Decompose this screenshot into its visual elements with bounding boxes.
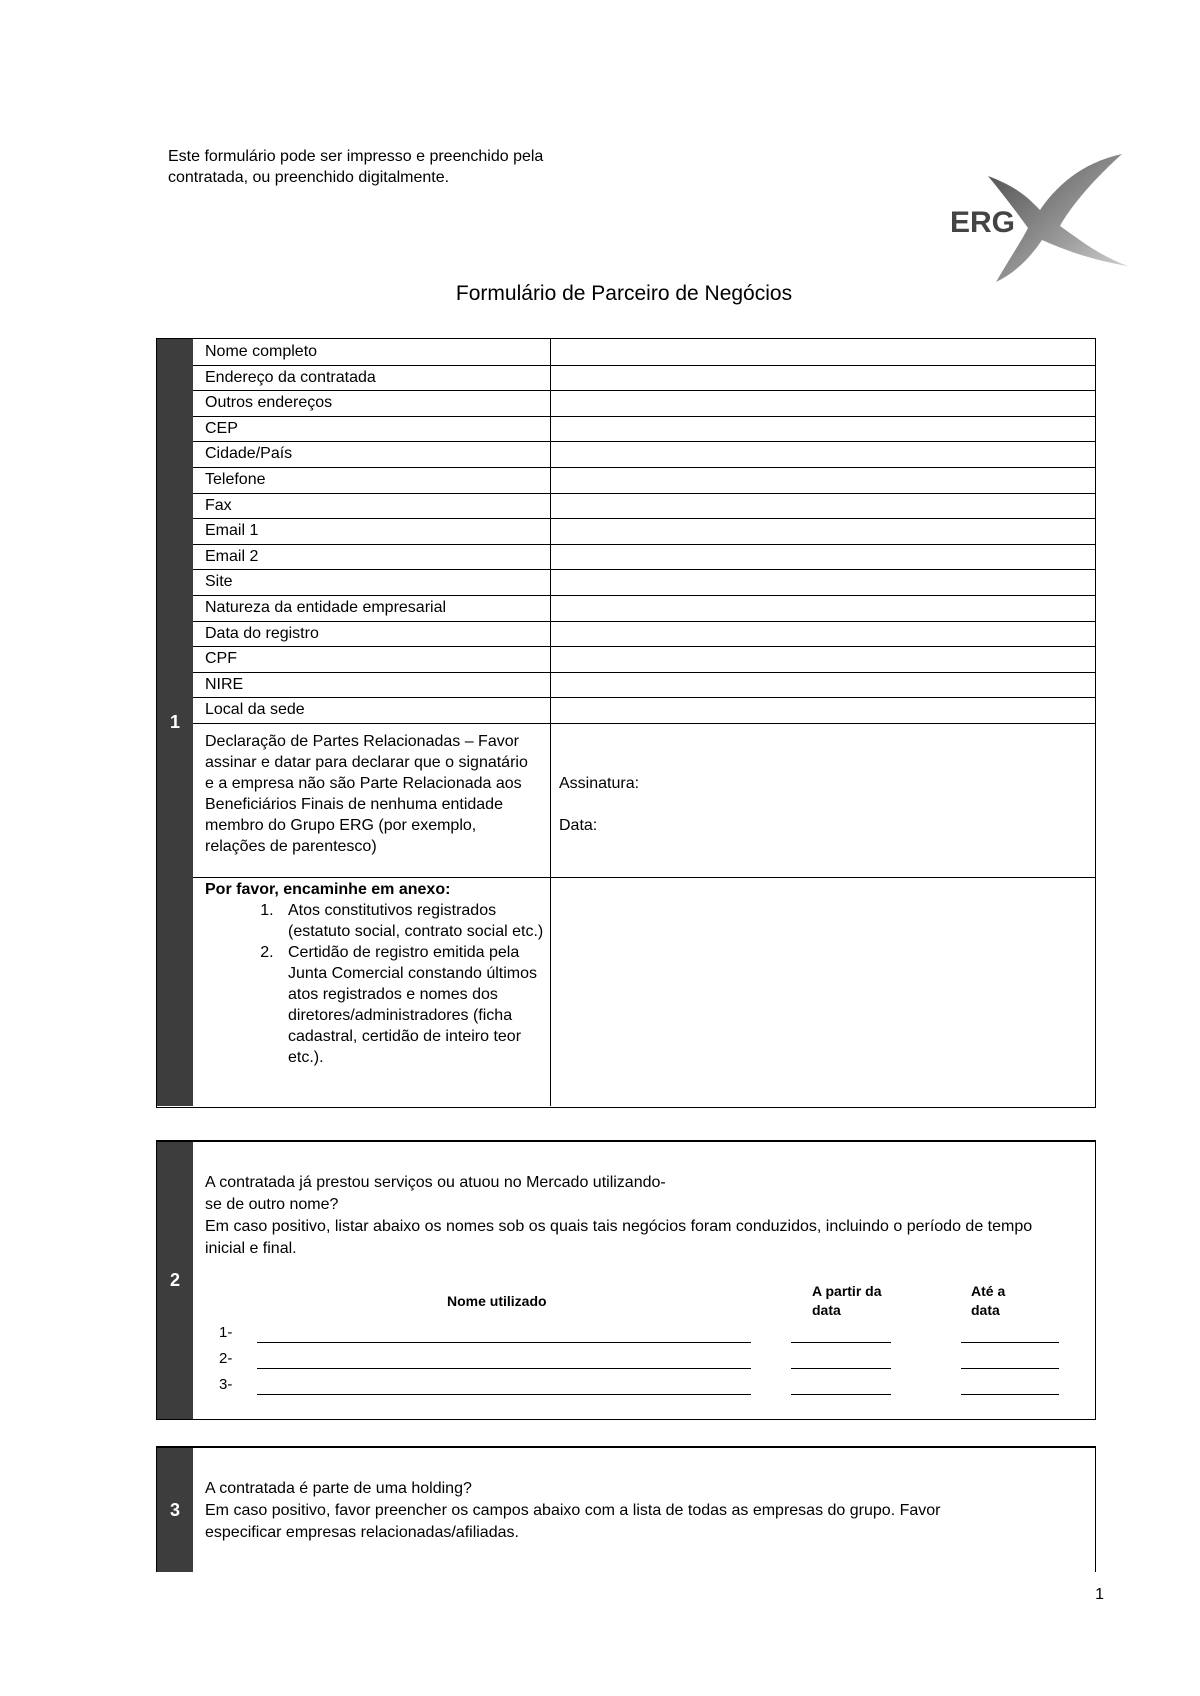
field-label: Site [205,573,233,591]
intro-note [168,146,628,188]
attachment-item: 2. Certidão de registro emitida pela Junta Comercial constando últimos atos registrados e nomes dos diretores/administradores (ficha cadastral, certidão de inteiro teor etc.). [278,942,545,1068]
intro-line-2: contratada, ou preenchido digitalmente. [168,169,450,186]
field-value-cell[interactable] [551,672,1095,698]
erg-logo [930,148,1130,288]
field-value-cell[interactable] [551,646,1095,672]
to-date-line-3[interactable] [961,1394,1059,1395]
field-label: Endereço da contratada [205,368,376,386]
section-1-table [156,338,1096,1108]
field-value-cell[interactable] [551,416,1095,442]
section-3-question [205,1478,965,1544]
field-label: Email 1 [205,522,259,540]
name-line-3[interactable] [257,1394,751,1395]
field-label: Local da sede [205,701,305,719]
col-header-from: A partir da data [812,1283,882,1318]
section-3-instruction: Em caso positivo, favor preencher os campos abaixo com a lista de todas as empresas do grupo. Favor especificar empresas relacionadas/afiliadas. [205,1502,941,1541]
field-value-cell[interactable] [551,441,1095,467]
to-date-line-2[interactable] [961,1368,1059,1369]
field-label: Data do registro [205,624,319,642]
question-line-1: A contratada já prestou serviços ou atuou no Mercado utilizando- [205,1174,666,1191]
section-3-box [156,1446,1096,1572]
attachments-list [205,879,545,1068]
row-number: 1- [219,1324,233,1341]
page-number: 1 [1095,1586,1104,1603]
field-label: Outros endereços [205,394,333,412]
field-value-cell[interactable] [551,697,1095,723]
field-value-cell[interactable] [551,493,1095,519]
to-date-line-1[interactable] [961,1342,1059,1343]
row-number: 3- [219,1376,233,1393]
section-number: 2 [157,1142,193,1419]
row-divider [193,723,1095,724]
field-label: Cidade/País [205,445,293,463]
question-line-2: se de outro nome? [205,1196,339,1213]
field-label: Telefone [205,471,266,488]
attachment-item: 1. Atos constitutivos registrados (estatuto social, contrato social etc.) [278,900,545,942]
field-value-cell[interactable] [551,621,1095,647]
field-value-cell[interactable] [551,467,1095,493]
field-label: CPF [205,650,237,668]
field-label: Nome completo [205,343,318,360]
section-number: 1 [157,339,193,1106]
section-2-question [205,1172,1065,1260]
signature-label: Assinatura: [559,775,640,792]
from-date-line-1[interactable] [791,1342,891,1343]
field-value-cell[interactable] [551,390,1095,416]
field-label: Email 2 [205,547,259,565]
holding-question: A contratada é parte de uma holding? [205,1480,472,1497]
section-2-box [156,1140,1096,1420]
logo-text: ERG [950,206,1016,239]
field-label: NIRE [205,675,244,693]
field-value-cell[interactable] [551,339,1095,365]
intro-line-1: Este formulário pode ser impresso e preenchido pela [168,148,544,165]
section-2-instruction: Em caso positivo, listar abaixo os nomes sob os quais tais negócios foram conduzidos, incluindo o período de tempo inicial e final. [205,1218,1033,1257]
col-header-to: Até a data [971,1283,1006,1318]
date-label: Data: [559,817,598,834]
from-date-line-3[interactable] [791,1394,891,1395]
page-title: Formulário de Parceiro de Negócios [455,282,793,305]
row-number: 2- [219,1350,233,1367]
field-value-cell[interactable] [551,569,1095,595]
col-header-name: Nome utilizado [447,1293,547,1309]
field-value-cell[interactable] [551,365,1095,391]
name-line-1[interactable] [257,1342,751,1343]
from-date-line-2[interactable] [791,1368,891,1369]
attachments-title: Por favor, encaminhe em anexo: [205,881,451,898]
field-label: Natureza da entidade empresarial [205,599,447,616]
name-line-2[interactable] [257,1368,751,1369]
section-number: 3 [157,1448,193,1572]
field-value-cell[interactable] [551,518,1095,544]
related-parties-declaration: Declaração de Partes Relacionadas – Favor assinar e datar para declarar que o signatário e a empresa não são Parte Relacionada aos Beneficiários Finais de nenhuma entidade membro do Grupo ERG (por exemplo, relações de parentesco) [205,733,528,855]
field-label: Fax [205,496,232,514]
field-value-cell[interactable] [551,544,1095,570]
row-divider [193,877,1095,878]
field-label: CEP [205,419,238,437]
field-value-cell[interactable] [551,595,1095,621]
